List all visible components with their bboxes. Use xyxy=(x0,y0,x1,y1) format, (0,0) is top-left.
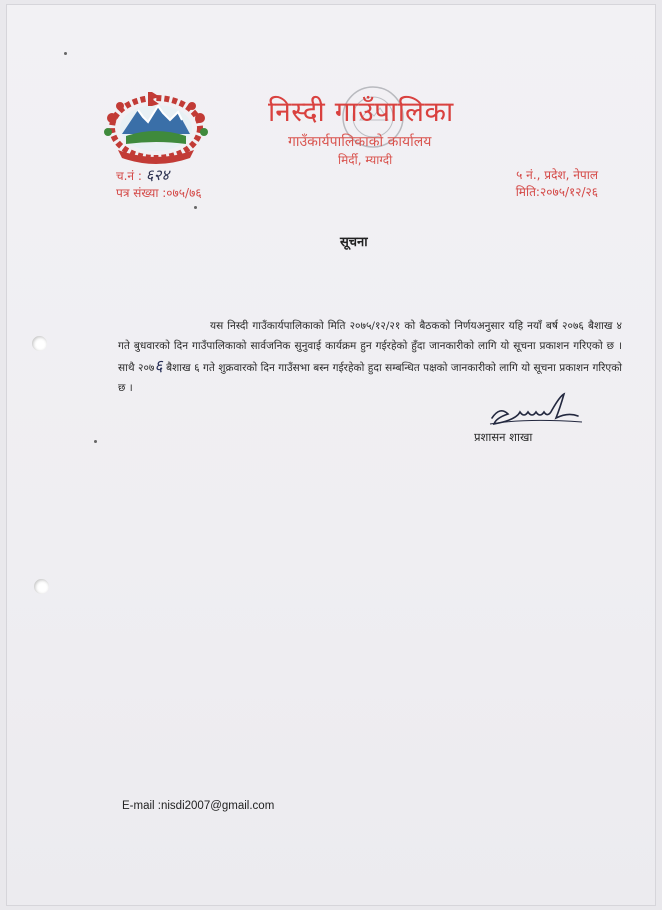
handwritten-signature xyxy=(486,388,586,428)
notice-heading: सूचना xyxy=(340,235,368,250)
signer-label: प्रशासन शाखा xyxy=(474,430,533,444)
punch-hole xyxy=(34,579,49,594)
notice-body-part1: यस निस्दी गाउँकार्यपालिकाको मिति २०७५/१२/२१ को बैठकको निर्णयअनुसार यहि नयाँ बर्ष २०७६ बैशाख ४ गते बुधवारको दिन गाउँपालिकाको सार्वजनिक सुनुवाई कार्यक्रम हुन गईरहेको हुँदा जानकारीको लागि यो सूचना प्रकाशन गरिएको छ । साथै २०७ xyxy=(118,320,622,374)
nepal-emblem-logo xyxy=(98,88,214,168)
handwritten-digit: ६ xyxy=(154,356,163,375)
address-line: ५ नं., प्रदेश, नेपाल xyxy=(516,168,598,182)
paper-speck xyxy=(94,440,97,443)
paper-speck xyxy=(64,52,67,55)
letter-page xyxy=(6,4,656,906)
letterhead-place: मिर्दी, म्याग्दी xyxy=(338,153,393,167)
reference-block xyxy=(116,167,202,202)
cha-no xyxy=(116,167,202,185)
paper-speck xyxy=(194,206,197,209)
letter-date: मिति:२०७५/१२/२६ xyxy=(515,185,598,199)
email-line: E-mail :nisdi2007@gmail.com xyxy=(122,800,275,812)
letterhead-subtitle: गाउँकार्यपालिकाको कार्यालय xyxy=(288,134,432,150)
patra-sankhya: पत्र संख्या :०७५/७६ xyxy=(116,186,202,200)
notice-body xyxy=(118,316,622,398)
punch-hole xyxy=(32,336,47,351)
letterhead-title: निस्दी गाउँपालिका xyxy=(268,95,454,128)
notice-body-part2: बैशाख ६ गते शुक्रवारको दिन गाउँसभा बस्न गईरहेको हुदा सम्बन्धित पक्षको जानकारीको लागि यो सूचना प्रकाशन गरिएको छ । xyxy=(118,362,622,394)
cha-no-label: च.नं : xyxy=(116,169,142,183)
address-block xyxy=(516,167,598,201)
cha-no-value: ६२४ xyxy=(145,166,170,184)
